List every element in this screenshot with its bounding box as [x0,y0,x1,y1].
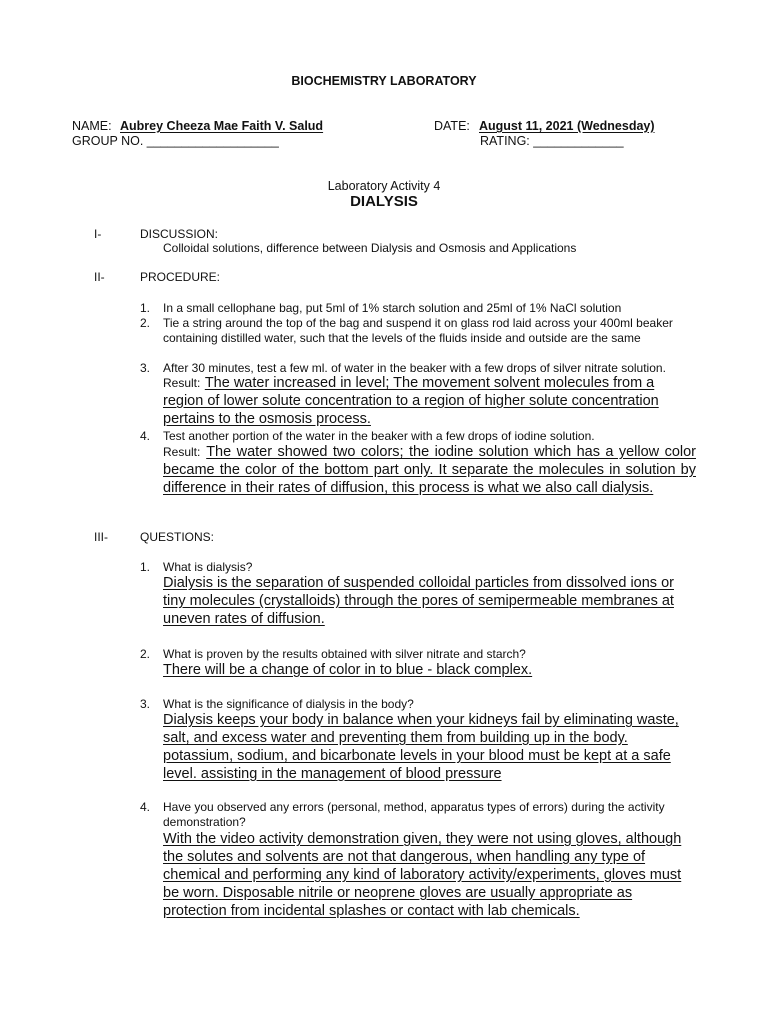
question-text: Have you observed any errors (personal, method, apparatus types of errors) during the activity demonstration? [163,800,665,829]
procedure-step: Test another portion of the water in the beaker with a few drops of iodine solution. [163,429,595,443]
group-number-field: GROUP NO. ___________________ [72,134,279,148]
step-number: 4. [140,429,151,443]
section-numeral-questions: III- [94,530,108,544]
procedure-step: After 30 minutes, test a few ml. of water in the beaker with a few drops of silver nitrate solution. [163,361,666,375]
result-text: The water showed two colors; the iodine solution which has a yellow color became the color of the bottom part only. It separate the molecules in solution by difference in their rates of diffusion, this process is what we also call dialysis. [163,444,696,496]
questions-heading: QUESTIONS: [140,530,215,544]
question-text: What is proven by the results obtained with silver nitrate and starch? [163,647,526,661]
question-number: 2. [140,647,151,661]
procedure-step: Tie a string around the top of the bag and suspend it on glass rod laid across your 400ml beaker containing distilled water, such that the levels of the fluids inside and outside are the same [163,316,673,345]
question-text: What is the significance of dialysis in the body? [163,697,414,711]
lab-title: BIOCHEMISTRY LABORATORY [291,74,477,88]
date-label: DATE: [434,119,470,133]
answer-text: Dialysis keeps your body in balance when your kidneys fail by eliminating waste, salt, and excess water and preventing them from building up in the body. potassium, sodium, and bicarbonate levels in your blood must be kept at a safe level. assisting in the management of blood pressure [163,712,679,782]
answer-text: There will be a change of color in to blue - black complex. [163,662,533,678]
name-value: Aubrey Cheeza Mae Faith V. Salud [120,119,324,133]
procedure-step: In a small cellophane bag, put 5ml of 1% starch solution and 25ml of 1% NaCl solution [163,301,622,315]
step-result [163,443,696,497]
step-result [163,374,693,428]
section-numeral-procedure: II- [94,270,105,284]
activity-subtitle: Laboratory Activity 4 [327,179,441,193]
activity-title: DIALYSIS [350,193,418,210]
question-number: 1. [140,560,151,574]
answer-text: With the video activity demonstration given, they were not using gloves, although the solutes and solvents are not that dangerous, when handling any type of chemical and performing any kind of laboratory activity/experiments, gloves must be worn. Disposable nitrile or neoprene gloves are usually appropriate as protection from incidental splashes or contact with lab chemicals. [163,831,682,919]
rating-field: RATING: _____________ [480,134,624,148]
discussion-heading: DISCUSSION: [140,227,219,241]
procedure-heading: PROCEDURE: [140,270,221,284]
section-numeral-discussion: I- [94,227,102,241]
question-number: 4. [140,800,151,814]
name-label: NAME: [72,119,112,133]
question-text: What is dialysis? [163,560,253,574]
answer-text: Dialysis is the separation of suspended colloidal particles from dissolved ions or tiny molecules (crystalloids) through the pores of semipermeable membranes at uneven rates of diffusion. [163,575,674,627]
date-value: August 11, 2021 (Wednesday) [479,119,655,133]
step-number: 2. [140,316,151,330]
question-number: 3. [140,697,151,711]
result-label: Result: [163,376,201,390]
discussion-text: Colloidal solutions, difference between Dialysis and Osmosis and Applications [163,241,577,255]
step-number: 1. [140,301,151,315]
result-text: The water increased in level; The movement solvent molecules from a region of lower solute concentration to a region of higher solute concentration pertains to the osmosis process. [163,375,659,427]
step-number: 3. [140,361,151,375]
result-label: Result: [163,445,201,459]
